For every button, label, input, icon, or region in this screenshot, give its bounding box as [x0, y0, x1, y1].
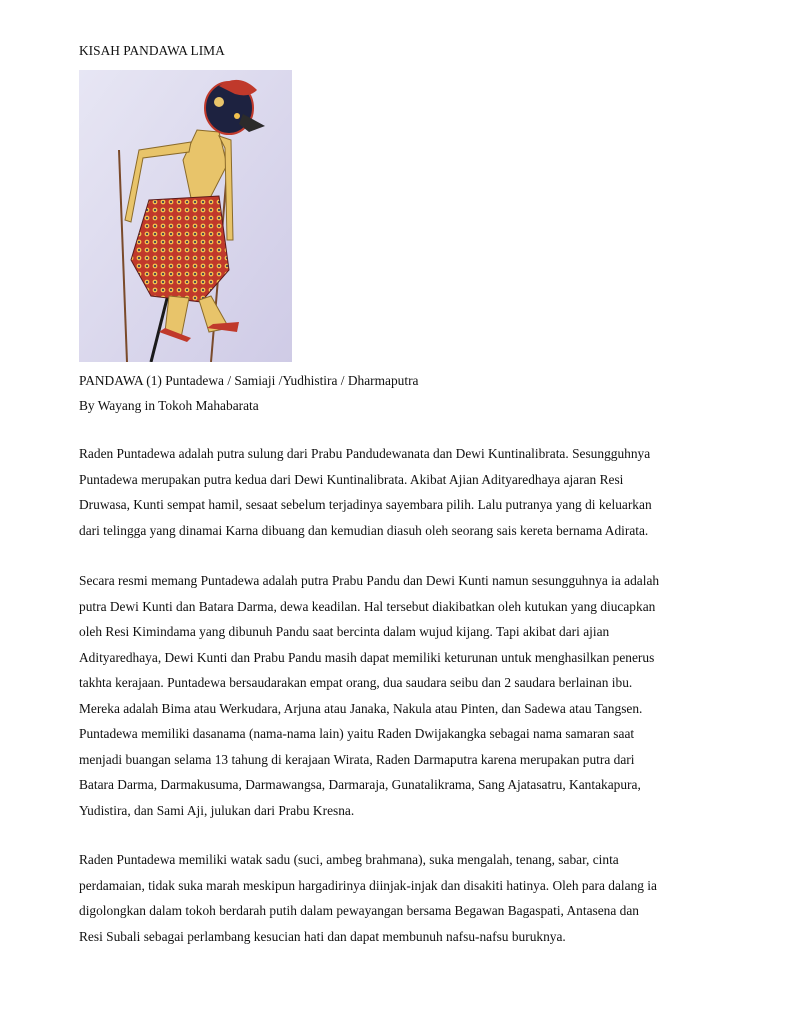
- paragraph-line: Raden Puntadewa adalah putra sulung dari Prabu Pandudewanata dan Dewi Kuntinalibrata. Sesungguhnya: [79, 446, 651, 461]
- document-title: KISAH PANDAWA LIMA: [79, 43, 225, 58]
- paragraph-line: digolongkan dalam tokoh berdarah putih dalam pewayangan bersama Begawan Bagaspati, Antasena dan: [79, 903, 639, 918]
- paragraph-line: takhta kerajaan. Puntadewa bersaudarakan empat orang, dua saudara seibu dan 2 saudara berlainan ibu.: [79, 675, 633, 690]
- paragraph-3: [79, 847, 719, 949]
- paragraph-line: Mereka adalah Bima atau Werkudara, Arjuna atau Janaka, Nakula atau Pinten, dan Sadewa atau Tangsen.: [79, 700, 643, 716]
- paragraph-line: perdamaian, tidak suka marah meskipun hargadirinya diinjak-injak dan disakiti hatinya. Oleh para dalang ia: [79, 877, 657, 893]
- paragraph-1: [79, 441, 719, 543]
- paragraph-line: Yudistira, dan Sami Aji, julukan dari Prabu Kresna.: [79, 802, 355, 818]
- paragraph-line: menjadi buangan selama 13 tahung di kerajaan Wirata, Raden Darmaputra karena merupakan putra dari: [79, 751, 635, 767]
- paragraph-2: [79, 568, 719, 823]
- paragraph-line: Raden Puntadewa memiliki watak sadu (suci, ambeg brahmana), suka mengalah, tenang, sabar, cinta: [79, 852, 619, 867]
- wayang-puppet-image: [79, 70, 292, 362]
- paragraph-line: dari telingga yang dinamai Karna dibuang dan kemudian diasuh oleh seorang sais kereta bernama Adirata.: [79, 522, 649, 538]
- paragraph-line: Adityaredhaya, Dewi Kunti dan Prabu Pandu masih dapat memiliki keturunan untuk menghasilkan penerus: [79, 649, 655, 665]
- paragraph-line: oleh Resi Kimindama yang dibunuh Pandu saat bercinta dalam wujud kijang. Tapi akibat dari ajian: [79, 624, 610, 639]
- paragraph-line: Batara Darma, Darmakusuma, Darmawangsa, Darmaraja, Gunatalikrama, Sang Ajatasatru, Kantakapura,: [79, 777, 641, 792]
- paragraph-line: Puntadewa memiliki dasanama (nama-nama lain) yaitu Raden Dwijakangka sebagai nama samaran saat: [79, 726, 635, 741]
- paragraph-line: Druwasa, Kunti sempat hamil, sesaat sebelum terjadinya sayembara pilih. Lalu putranya yang di keluarkan: [79, 497, 652, 512]
- paragraph-line: putra Dewi Kunti dan Batara Darma, dewa keadilan. Hal tersebut diakibatkan oleh kutukan yang diucapkan: [79, 598, 656, 614]
- byline: By Wayang in Tokoh Mahabarata: [79, 398, 259, 413]
- paragraph-line: Secara resmi memang Puntadewa adalah putra Prabu Pandu dan Dewi Kunti namun sesungguhnya ia adalah: [79, 573, 660, 588]
- paragraph-line: Resi Subali sebagai perlambang kesucian hati dan dapat membunuh nafsu-nafsu buruknya.: [79, 928, 566, 944]
- section-subtitle: PANDAWA (1) Puntadewa / Samiaji /Yudhistira / Dharmaputra: [79, 373, 419, 388]
- paragraph-line: Puntadewa merupakan putra kedua dari Dewi Kuntinalibrata. Akibat Ajian Adityaredhaya ajaran Resi: [79, 471, 624, 487]
